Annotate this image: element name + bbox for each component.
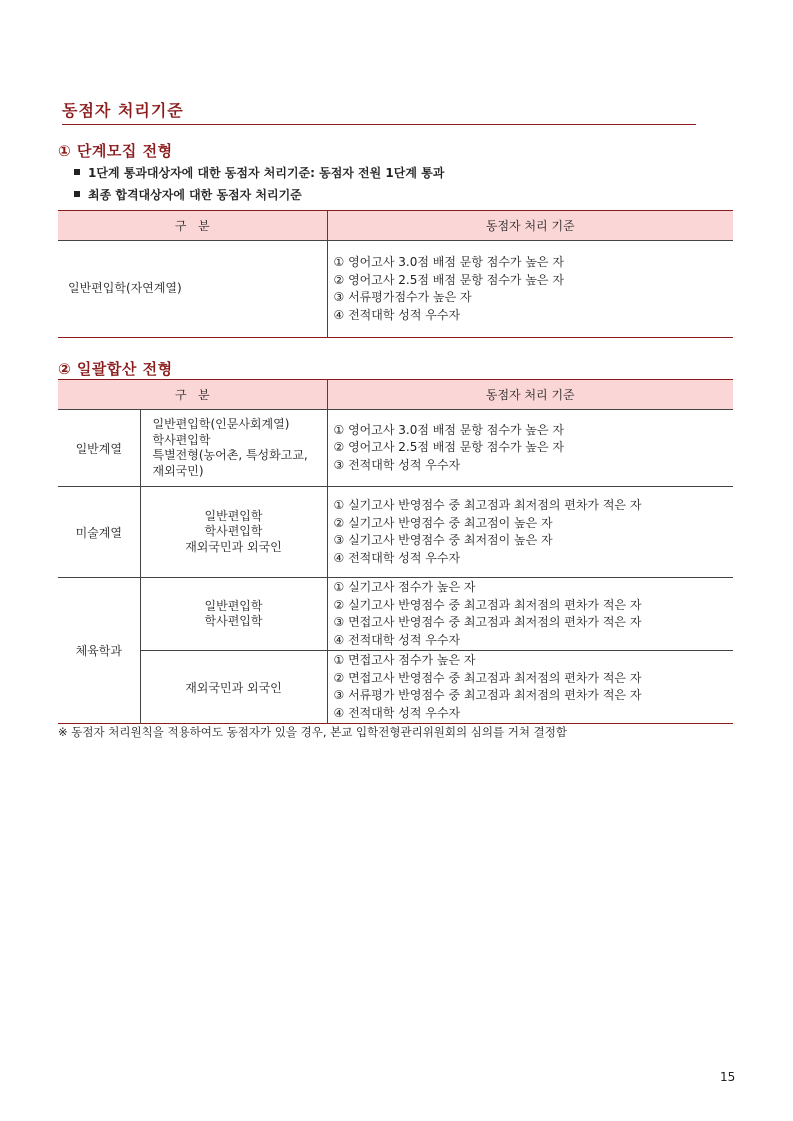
criteria-item: ② 영어고사 2.5점 배점 문항 점수가 높은 자: [333, 440, 564, 455]
bullet-item: [74, 164, 444, 186]
category-cell: 일반편입학(자연계열): [68, 281, 182, 296]
table-row: [58, 651, 733, 724]
group-cell: 체육학과: [75, 644, 122, 658]
criteria-item: ① 영어고사 3.0점 배점 문항 점수가 높은 자: [333, 255, 564, 269]
table-header-criteria: 동점자 처리 기준: [327, 380, 733, 410]
criteria-cell: [327, 578, 733, 651]
bullet-item: [74, 186, 444, 208]
criteria-item: ① 영어고사 3.0점 배점 문항 점수가 높은 자: [333, 422, 564, 437]
criteria-item: ④ 전적대학 성적 우수자: [333, 307, 461, 322]
footnote: ※ 동점자 처리원칙을 적용하여도 동점자가 있을 경우, 본교 입학전형관리위원회의 심의를 거쳐 결정함: [58, 725, 567, 739]
type-item: 일반편입학: [204, 598, 263, 613]
criteria-cell: [327, 241, 733, 338]
table-header-category: 구 분: [58, 380, 327, 410]
criteria-item: ③ 전적대학 성적 우수자: [333, 457, 461, 472]
square-bullet-icon: [74, 191, 80, 197]
criteria-item: ③ 서류평가 반영점수 중 최고점과 최저점의 편차가 적은 자: [333, 688, 642, 702]
page-title: 동점자 처리기준: [62, 98, 696, 125]
criteria-item: ④ 전적대학 성적 우수자: [333, 550, 461, 565]
criteria-cell: [327, 651, 733, 724]
criteria-item: ① 실기고사 반영점수 중 최고점과 최저점의 편차가 적은 자: [333, 498, 642, 512]
type-item: 재외국민과 외국인: [185, 680, 282, 695]
table-row: [58, 487, 733, 578]
table-header-category: 구 분: [58, 211, 327, 241]
criteria-item: ③ 실기고사 반영점수 중 최저점이 높은 자: [333, 533, 553, 547]
section1-bullets: [74, 164, 444, 208]
criteria-item: ④ 전적대학 성적 우수자: [333, 705, 461, 720]
criteria-item: ② 영어고사 2.5점 배점 문항 점수가 높은 자: [333, 272, 564, 287]
type-item: 일반편입학: [204, 508, 263, 523]
criteria-item: ① 실기고사 점수가 높은 자: [333, 580, 476, 594]
criteria-cell: [327, 410, 733, 487]
section1-table: [58, 210, 733, 338]
section2-table: [58, 379, 733, 724]
type-item: 재외국민과 외국인: [185, 539, 282, 554]
section2-title: ② 일괄합산 전형: [58, 360, 173, 378]
type-item: 학사편입학: [204, 614, 263, 628]
table-header-criteria: 동점자 처리 기준: [327, 211, 733, 241]
criteria-item: ② 실기고사 반영점수 중 최고점과 최저점의 편차가 적은 자: [333, 597, 642, 612]
table-row: [58, 578, 733, 651]
table-row: [58, 410, 733, 487]
criteria-item: ③ 면접고사 반영점수 중 최고점과 최저점의 편차가 적은 자: [333, 615, 642, 629]
section1-title: ① 단계모집 전형: [58, 142, 173, 160]
type-cell: [140, 651, 327, 724]
type-item: 학사편입학: [152, 432, 211, 447]
criteria-item: ② 실기고사 반영점수 중 최고점이 높은 자: [333, 515, 553, 530]
type-item: 재외국민): [152, 463, 204, 478]
bullet-text: 1단계 통과대상자에 대한 동점자 처리기준: 동점자 전원 1단계 통과: [88, 166, 445, 180]
type-item: 일반편입학(인문사회계열): [152, 417, 290, 431]
bullet-text: 최종 합격대상자에 대한 동점자 처리기준: [88, 188, 302, 202]
square-bullet-icon: [74, 169, 80, 175]
type-item: 특별전형(농어촌, 특성화고교,: [152, 448, 308, 462]
table-row: [58, 241, 733, 338]
criteria-item: ④ 전적대학 성적 우수자: [333, 632, 461, 647]
type-cell: [140, 410, 327, 487]
type-cell: [140, 578, 327, 651]
type-cell: [140, 487, 327, 578]
criteria-cell: [327, 487, 733, 578]
page-number: 15: [720, 1070, 736, 1084]
criteria-item: ② 면접고사 반영점수 중 최고점과 최저점의 편차가 적은 자: [333, 670, 642, 685]
criteria-item: ① 면접고사 점수가 높은 자: [333, 653, 476, 667]
group-cell: 미술계열: [58, 487, 140, 578]
group-cell: 일반계열: [58, 410, 140, 487]
criteria-item: ③ 서류평가점수가 높은 자: [333, 290, 472, 304]
type-item: 학사편입학: [204, 524, 263, 539]
